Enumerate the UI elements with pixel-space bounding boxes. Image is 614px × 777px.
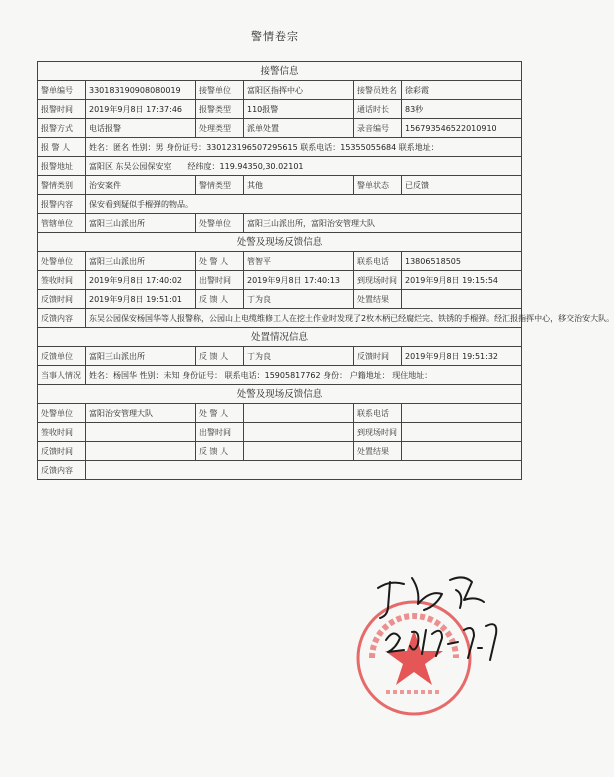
field-label: 处警单位 xyxy=(38,252,86,271)
section-header-row xyxy=(38,328,522,347)
date-stroke xyxy=(422,630,426,654)
dispatch-time-value xyxy=(244,423,354,442)
field-label: 反馈时间 xyxy=(38,442,86,461)
field-label: 报警内容 xyxy=(38,195,86,214)
section-header-dispatch: 处警及现场反馈信息 xyxy=(38,233,522,252)
section-header-dispatch-2: 处警及现场反馈信息 xyxy=(38,385,522,404)
field-label: 处 警 人 xyxy=(196,252,244,271)
field-label: 处置结果 xyxy=(354,290,402,309)
table-row xyxy=(38,252,522,271)
field-label: 接警单位 xyxy=(196,81,244,100)
field-label: 出警时间 xyxy=(196,271,244,290)
table-row xyxy=(38,290,522,309)
party-info-value: 姓名：杨国华 性别：未知 身份证号： 联系电话：15905817762 身份： 户籍地址： 现住地址： xyxy=(86,366,522,385)
feedback-time-value: 2019年9月8日 19:51:01 xyxy=(86,290,196,309)
field-label: 联系电话 xyxy=(354,404,402,423)
report-method-value: 电话报警 xyxy=(86,119,196,138)
arrival-time-value xyxy=(402,423,522,442)
field-label: 录音编号 xyxy=(354,119,402,138)
handling-type-value: 派单处置 xyxy=(244,119,354,138)
field-label: 签收时间 xyxy=(38,271,86,290)
case-status-value: 已反馈 xyxy=(402,176,522,195)
sign-time-value: 2019年9月8日 17:40:02 xyxy=(86,271,196,290)
section-header-row xyxy=(38,62,522,81)
dispatch-unit-value: 富阳治安管理大队 xyxy=(86,404,196,423)
field-label: 反 馈 人 xyxy=(196,290,244,309)
table-row xyxy=(38,271,522,290)
dispatch-time-value: 2019年9月8日 17:40:13 xyxy=(244,271,354,290)
report-content-value: 保安看到疑似手榴弹的物品。 xyxy=(86,195,522,214)
field-label: 报警方式 xyxy=(38,119,86,138)
sign-time-value xyxy=(86,423,196,442)
feedback-content-value: 东吴公园保安杨国华等人报警称，公园山上电缆维修工人在挖土作业时发现了2枚木柄已经腐烂完、铁锈的手榴弹。经汇报指挥中心，移交治安大队。 xyxy=(86,309,522,328)
case-form-table xyxy=(37,61,614,480)
table-row xyxy=(38,176,522,195)
alarm-number-value: 330183190908080019 xyxy=(86,81,196,100)
table-row xyxy=(38,442,522,461)
date-stroke xyxy=(486,624,496,660)
page-title: 警情卷宗 xyxy=(251,30,299,43)
feedback-person-value: 丁为良 xyxy=(244,290,354,309)
dispatch-unit-value: 富阳三山派出所 xyxy=(86,252,196,271)
field-label: 管辖单位 xyxy=(38,214,86,233)
report-address-value: 富阳区 东吴公园保安室 经纬度：119.94350,30.02101 xyxy=(86,157,522,176)
feedback-time-value xyxy=(86,442,196,461)
field-label: 到现场时间 xyxy=(354,271,402,290)
table-row xyxy=(38,214,522,233)
date-stroke xyxy=(410,632,418,650)
feedback-unit-value: 富阳三山派出所 xyxy=(86,347,196,366)
dispatch-units-value: 富阳三山派出所，富阳治安管理大队 xyxy=(244,214,522,233)
case-type-value: 其他 xyxy=(244,176,354,195)
call-duration-value: 83秒 xyxy=(402,100,522,119)
feedback-time-value: 2019年9月8日 19:51:32 xyxy=(402,347,522,366)
table-row xyxy=(38,366,522,385)
section-header-row xyxy=(38,385,522,404)
field-label: 警单状态 xyxy=(354,176,402,195)
signature-stroke xyxy=(378,583,404,588)
field-label: 反馈时间 xyxy=(354,347,402,366)
field-label: 处警单位 xyxy=(196,214,244,233)
field-label: 签收时间 xyxy=(38,423,86,442)
result-value xyxy=(402,442,522,461)
field-label: 报 警 人 xyxy=(38,138,86,157)
field-label: 反 馈 人 xyxy=(196,347,244,366)
phone-value xyxy=(402,404,522,423)
phone-value: 13806518505 xyxy=(402,252,522,271)
report-type-value: 110报警 xyxy=(244,100,354,119)
feedback-person-value: 丁为良 xyxy=(244,347,354,366)
section-header-handling: 处置情况信息 xyxy=(38,328,522,347)
field-label: 警情类型 xyxy=(196,176,244,195)
field-label: 警单编号 xyxy=(38,81,86,100)
field-label: 反馈时间 xyxy=(38,290,86,309)
arrival-time-value: 2019年9月8日 19:15:54 xyxy=(402,271,522,290)
field-label: 报警地址 xyxy=(38,157,86,176)
table-row xyxy=(38,81,522,100)
jurisdiction-unit-value: 富阳三山派出所 xyxy=(86,214,196,233)
field-label: 反 馈 人 xyxy=(196,442,244,461)
date-stroke xyxy=(448,642,458,644)
recording-number-value: 156793546522010910 xyxy=(402,119,522,138)
field-label: 处理类型 xyxy=(196,119,244,138)
table-row xyxy=(38,423,522,442)
handwritten-signature xyxy=(360,560,510,670)
section-header-receive: 接警信息 xyxy=(38,62,522,81)
table-row xyxy=(38,461,522,480)
signature-stroke xyxy=(412,578,442,610)
field-label: 报警类型 xyxy=(196,100,244,119)
field-label: 反馈内容 xyxy=(38,309,86,328)
field-label: 处 警 人 xyxy=(196,404,244,423)
feedback-content-value xyxy=(86,461,522,480)
feedback-person-value xyxy=(244,442,354,461)
table-row xyxy=(38,195,522,214)
table-row xyxy=(38,404,522,423)
table-row xyxy=(38,309,522,328)
field-label: 反馈单位 xyxy=(38,347,86,366)
field-label: 出警时间 xyxy=(196,423,244,442)
field-label: 警情类别 xyxy=(38,176,86,195)
reporter-info-value: 姓名：匿名 性别：男 身份证号：330123196507295615 联系电话：15355055684 联系地址： xyxy=(86,138,522,157)
table-row xyxy=(38,347,522,366)
table-row xyxy=(38,100,522,119)
field-label: 联系电话 xyxy=(354,252,402,271)
field-label: 到现场时间 xyxy=(354,423,402,442)
operator-name-value: 徐彩霞 xyxy=(402,81,522,100)
date-stroke xyxy=(464,628,474,658)
report-time-value: 2019年9月8日 17:37:46 xyxy=(86,100,196,119)
officer-value: 管智平 xyxy=(244,252,354,271)
field-label: 反馈内容 xyxy=(38,461,86,480)
table-row xyxy=(38,138,522,157)
field-label: 处置结果 xyxy=(354,442,402,461)
receiving-unit-value: 富阳区指挥中心 xyxy=(244,81,354,100)
field-label: 报警时间 xyxy=(38,100,86,119)
field-label: 通话时长 xyxy=(354,100,402,119)
table-row xyxy=(38,157,522,176)
result-value xyxy=(402,290,522,309)
signature-stroke xyxy=(456,590,461,608)
signature-stroke xyxy=(380,582,390,618)
field-label: 处警单位 xyxy=(38,404,86,423)
field-label: 当事人情况 xyxy=(38,366,86,385)
field-label: 接警员姓名 xyxy=(354,81,402,100)
section-header-row xyxy=(38,233,522,252)
officer-value xyxy=(244,404,354,423)
date-stroke xyxy=(432,631,442,656)
table-row xyxy=(38,119,522,138)
date-stroke xyxy=(386,633,404,652)
case-category-value: 治安案件 xyxy=(86,176,196,195)
